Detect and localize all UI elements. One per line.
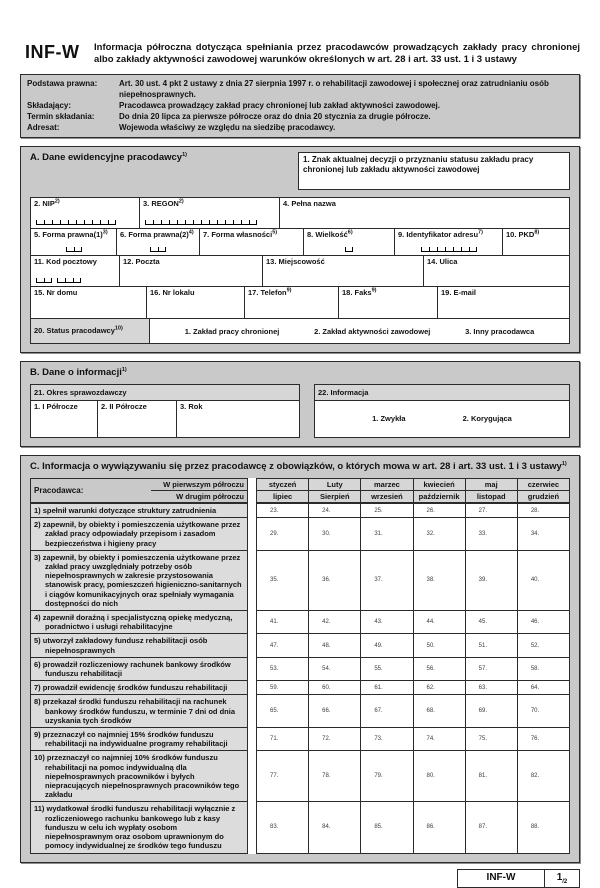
form-code: INF-W — [25, 42, 80, 62]
month-value-cell[interactable]: 44. — [414, 611, 465, 633]
obligations-table — [30, 478, 570, 854]
month-value-cell[interactable]: 50. — [414, 634, 465, 656]
info-option-correction[interactable]: 2. Korygująca — [462, 414, 512, 423]
information-type-box — [314, 384, 570, 438]
field-fax[interactable]: 18. Faks$^{9)}$ — [339, 287, 437, 318]
month-value-cell[interactable]: 52. — [518, 634, 569, 656]
field-full-name[interactable]: 4. Pełna nazwa — [280, 198, 569, 228]
footer-form-code: INF-W — [457, 869, 545, 888]
section-b-title: B. Dane o informacji$^{1)}$ — [30, 366, 127, 378]
section-a-title: A. Dane ewidencyjne pracodawcy$^{1)}$ — [30, 151, 187, 163]
month-header: maj — [466, 479, 517, 490]
month-value-cell[interactable]: 45. — [466, 611, 517, 633]
table-row — [30, 801, 570, 853]
month-value-cell[interactable]: 33. — [466, 518, 517, 550]
page-footer — [20, 869, 580, 888]
month-value-cell[interactable]: 81. — [466, 751, 517, 801]
table-gap — [248, 680, 256, 695]
field-postal-code[interactable]: 11. Kod pocztowy — [31, 256, 119, 286]
month-value-cell[interactable]: 35. — [257, 551, 308, 610]
month-header: Luty — [309, 479, 360, 490]
month-value-cell[interactable]: 57. — [466, 658, 517, 680]
month-value-cell[interactable]: 56. — [414, 658, 465, 680]
section-b — [20, 361, 580, 447]
legal-label: Podstawa prawna: — [27, 79, 98, 88]
month-value-cell[interactable]: 30. — [309, 518, 360, 550]
second-half-label: W drugim półroczu — [151, 490, 247, 502]
obligation-label: 4) zapewnił doraźną i specjalistyczną opiekę medyczną, poradnictwo i usługi rehabilitacyjne — [30, 610, 248, 634]
month-value-cell[interactable]: 75. — [466, 728, 517, 750]
legal-row — [27, 122, 573, 133]
month-value-cell[interactable]: 79. — [361, 751, 412, 801]
legal-label: Adresat: — [27, 123, 60, 132]
table-row — [30, 610, 570, 634]
month-value-cell[interactable]: 74. — [414, 728, 465, 750]
table-row — [30, 633, 570, 657]
first-half-label: W pierwszym półroczu — [163, 480, 244, 489]
period-option-h2[interactable]: 2. II Półrocze — [98, 401, 176, 437]
field-employer-status-label: 20. Status pracodawcy$^{10)}$ — [31, 319, 149, 343]
table-header — [30, 478, 570, 504]
month-value-cell[interactable]: 48. — [309, 634, 360, 656]
field-street[interactable]: 14. Ulica — [424, 256, 569, 286]
month-value-cell[interactable]: 83. — [257, 802, 308, 852]
month-value-cell[interactable]: 40. — [518, 551, 569, 610]
month-value-cell[interactable]: 29. — [257, 518, 308, 550]
month-value-cell[interactable]: 65. — [257, 695, 308, 727]
month-header: marzec — [361, 479, 412, 490]
legal-form-2-comb — [150, 247, 166, 252]
field-pkd[interactable]: 10. PKD$^{8)}$ — [503, 229, 569, 255]
month-value-cell[interactable]: 25. — [361, 504, 412, 517]
month-value-cell[interactable]: 31. — [361, 518, 412, 550]
table-row — [30, 727, 570, 751]
month-value-cell[interactable]: 64. — [518, 681, 569, 694]
month-header: październik — [414, 491, 465, 502]
table-row — [30, 750, 570, 802]
status-option-zaz[interactable]: 2. Zakład aktywności zawodowej — [314, 326, 431, 336]
obligation-label: 11) wydatkował środki funduszu rehabilitacji wyłącznie z rozliczeniowego rachunku bankowego lub z kasy funduszu w celu ich wypłaty osobom niepełnosprawnym oraz osobom uprawnionym do pomocy indywidualnej ze środków tego funduszu — [30, 801, 248, 853]
month-header: kwiecień — [414, 479, 465, 490]
month-header: czerwiec — [518, 479, 569, 490]
field-size[interactable]: 8. Wielkość$^{6)}$ — [304, 229, 394, 255]
table-gap — [248, 550, 256, 611]
nip-comb — [36, 220, 139, 225]
legal-label: Termin składania: — [27, 112, 95, 121]
month-value-cell[interactable]: 36. — [309, 551, 360, 610]
employer-status-options — [150, 319, 569, 343]
month-value-cell[interactable]: 88. — [518, 802, 569, 852]
month-value-cell[interactable]: 41. — [257, 611, 308, 633]
month-value-cell[interactable]: 84. — [309, 802, 360, 852]
month-value-cell[interactable]: 78. — [309, 751, 360, 801]
month-value-cell[interactable]: 37. — [361, 551, 412, 610]
field-address-id[interactable]: 9. Identyfikator adresu$^{7)}$ — [395, 229, 502, 255]
table-row — [30, 657, 570, 681]
month-value-cell[interactable]: 55. — [361, 658, 412, 680]
month-value-cell[interactable]: 26. — [414, 504, 465, 517]
month-value-cell[interactable]: 62. — [414, 681, 465, 694]
legal-value: Pracodawca prowadzący zakład pracy chronionej lub zakład aktywności zawodowej. — [119, 101, 440, 110]
section-a — [20, 146, 580, 353]
month-header: grudzień — [518, 491, 569, 502]
obligation-label: 1) spełnił warunki dotyczące struktury zatrudnienia — [30, 503, 248, 518]
table-row — [30, 694, 570, 728]
month-value-cell[interactable]: 72. — [309, 728, 360, 750]
information-type-header: 22. Informacja — [315, 385, 569, 401]
month-value-cell[interactable]: 34. — [518, 518, 569, 550]
field-ownership-form[interactable]: 7. Forma własności$^{5)}$ — [200, 229, 303, 255]
table-gap — [248, 657, 256, 681]
legal-row — [27, 78, 573, 100]
form-header — [20, 42, 580, 66]
reporting-period-header: 21. Okres sprawozdawczy — [31, 385, 299, 401]
table-gap — [248, 610, 256, 634]
legal-value: Art. 30 ust. 4 pkt 2 ustawy z dnia 27 sierpnia 1997 r. o rehabilitacji zawodowej i społecznej oraz zatrudnianiu osób niepełnosprawnych. — [119, 79, 549, 99]
month-value-cell[interactable]: 51. — [466, 634, 517, 656]
month-value-cell[interactable]: 54. — [309, 658, 360, 680]
month-header: styczeń — [257, 479, 308, 490]
section-c-title: C. Informacja o wywiązywaniu się przez pracodawcę z obowiązków, o których mowa w art. 28 i art. 33 ust. 1 i 3 ustawy$^{1)}$ — [30, 460, 567, 472]
obligation-label: 9) przeznaczył co najmniej 15% środków funduszu rehabilitacji na indywidualne programy rehabilitacji — [30, 727, 248, 751]
month-value-cell[interactable]: 80. — [414, 751, 465, 801]
period-option-h1[interactable]: 1. I Półrocze — [31, 401, 97, 437]
table-gap — [248, 727, 256, 751]
status-option-zpch[interactable]: 1. Zakład pracy chronionej — [184, 326, 280, 336]
section-c — [20, 455, 580, 863]
reporting-period-box — [30, 384, 300, 438]
size-comb — [345, 247, 353, 252]
period-option-year[interactable]: 3. Rok — [177, 401, 299, 437]
month-value-cell[interactable]: 61. — [361, 681, 412, 694]
field-regon[interactable]: 3. REGON$^{2)}$ — [140, 198, 279, 228]
month-value-cell[interactable]: 69. — [466, 695, 517, 727]
field-nip[interactable]: 2. NIP$^{2)}$ — [31, 198, 139, 228]
month-header: lipiec — [257, 491, 308, 502]
address-id-comb — [421, 247, 477, 252]
table-row — [30, 680, 570, 695]
month-value-cell[interactable]: 77. — [257, 751, 308, 801]
month-value-cell[interactable]: 73. — [361, 728, 412, 750]
table-row — [30, 517, 570, 551]
postal-code-comb — [36, 278, 119, 283]
table-gap — [248, 633, 256, 657]
legal-row — [27, 111, 573, 122]
month-header: wrzesień — [361, 491, 412, 502]
field-flat-no[interactable]: 16. Nr lokalu — [147, 287, 244, 318]
table-row — [30, 550, 570, 611]
month-value-cell[interactable]: 49. — [361, 634, 412, 656]
field-decision-mark[interactable]: 1. Znak aktualnej decyzji o przyznaniu statusu zakładu pracy chronionej lub zakładu aktywności zawodowej — [298, 152, 570, 190]
month-value-cell[interactable]: 46. — [518, 611, 569, 633]
month-value-cell[interactable]: 32. — [414, 518, 465, 550]
table-row — [30, 503, 570, 518]
month-value-cell[interactable]: 53. — [257, 658, 308, 680]
field-post-office[interactable]: 12. Poczta — [120, 256, 262, 286]
field-legal-form-2[interactable]: 6. Forma $prawna(2)^{4)}$ — [117, 229, 199, 255]
month-value-cell[interactable]: 58. — [518, 658, 569, 680]
employer-header-label: Pracodawca: — [34, 486, 84, 495]
obligation-label: 5) utworzył zakładowy fundusz rehabilitacji osób niepełnosprawnych — [30, 633, 248, 657]
obligation-label: 8) przekazał środki funduszu rehabilitacji na rachunek bankowy środków funduszu, w terminie 7 dni od dnia uzyskania tych środków — [30, 694, 248, 728]
month-value-cell[interactable]: 59. — [257, 681, 308, 694]
table-gap — [248, 478, 256, 504]
field-legal-form-1[interactable]: 5. Forma $prawna(1)^{3)}$ — [31, 229, 116, 255]
field-city[interactable]: 13. Miejscowość — [263, 256, 423, 286]
obligation-label: 7) prowadził ewidencję środków funduszu rehabilitacji — [30, 680, 248, 695]
month-value-cell[interactable]: 68. — [414, 695, 465, 727]
info-option-regular[interactable]: 1. Zwykła — [372, 414, 406, 423]
table-gap — [248, 801, 256, 853]
month-value-cell[interactable]: 24. — [309, 504, 360, 517]
month-value-cell[interactable]: 23. — [257, 504, 308, 517]
months-row-second-half — [257, 491, 569, 502]
month-value-cell[interactable]: 67. — [361, 695, 412, 727]
month-value-cell[interactable]: 70. — [518, 695, 569, 727]
table-gap — [248, 503, 256, 518]
field-house-no[interactable]: 15. Nr domu — [31, 287, 146, 318]
month-value-cell[interactable]: 71. — [257, 728, 308, 750]
month-value-cell[interactable]: 66. — [309, 695, 360, 727]
month-value-cell[interactable]: 38. — [414, 551, 465, 610]
month-value-cell[interactable]: 27. — [466, 504, 517, 517]
month-value-cell[interactable]: 60. — [309, 681, 360, 694]
month-value-cell[interactable]: 42. — [309, 611, 360, 633]
month-value-cell[interactable]: 76. — [518, 728, 569, 750]
obligation-label: 2) zapewnił, by obiekty i pomieszczenia użytkowane przez zakład pracy odpowiadały przepisom i zasadom bezpieczeństwa i higieny pracy — [30, 517, 248, 551]
table-gap — [248, 750, 256, 802]
month-value-cell[interactable]: 82. — [518, 751, 569, 801]
table-gap — [248, 517, 256, 551]
obligation-label: 3) zapewnił, by obiekty i pomieszczenia użytkowane przez zakład pracy uwzględniały potrzeby osób niepełnosprawnych w zakresie przystosowania stanowisk pracy, pomieszczeń higieniczno-sanitarnych i ciągów komunikacyjnych oraz spełniały wymagania dostępności do nich — [30, 550, 248, 611]
status-option-other[interactable]: 3. Inny pracodawca — [465, 326, 535, 336]
obligation-label: 10) przeznaczył co najmniej 10% środków funduszu rehabilitacji na pomoc indywidualną dla niepełnosprawnych pracowników i byłych niepracujących niepełnosprawnych pracowników tego zakładu — [30, 750, 248, 802]
months-row-first-half — [257, 479, 569, 490]
legal-value: Wojewoda właściwy ze względu na siedzibę pracodawcy. — [119, 123, 336, 132]
month-value-cell[interactable]: 63. — [466, 681, 517, 694]
field-phone[interactable]: 17. Telefon$^{9)}$ — [245, 287, 338, 318]
legal-row — [27, 100, 573, 111]
month-value-cell[interactable]: 47. — [257, 634, 308, 656]
table-gap — [248, 694, 256, 728]
month-value-cell[interactable]: 28. — [518, 504, 569, 517]
month-value-cell[interactable]: 43. — [361, 611, 412, 633]
legal-label: Składający: — [27, 101, 72, 110]
obligation-label: 6) prowadził rozliczeniowy rachunek bankowy środków funduszu rehabilitacji — [30, 657, 248, 681]
month-header: Sierpień — [309, 491, 360, 502]
legal-value: Do dnia 20 lipca za pierwsze półrocze oraz do dnia 20 stycznia za drugie półrocze. — [119, 112, 431, 121]
regon-comb — [145, 220, 279, 225]
month-header: listopad — [466, 491, 517, 502]
footer-page-number: $1_{/2}$ — [544, 869, 580, 888]
month-value-cell[interactable]: 87. — [466, 802, 517, 852]
legal-form-1-comb — [66, 247, 82, 252]
month-value-cell[interactable]: 85. — [361, 802, 412, 852]
legal-basis-box — [20, 74, 580, 138]
field-email[interactable]: 19. E-mail — [438, 287, 569, 318]
month-value-cell[interactable]: 39. — [466, 551, 517, 610]
form-title: Informacja półroczna dotycząca spełniania przez pracodawców prowadzących zakłady pracy chronionej albo zakłady aktywności zawodowej warunków określonych w art. 28 i art. 33 ust. 1 i 3 ustawy — [94, 42, 580, 65]
month-value-cell[interactable]: 86. — [414, 802, 465, 852]
